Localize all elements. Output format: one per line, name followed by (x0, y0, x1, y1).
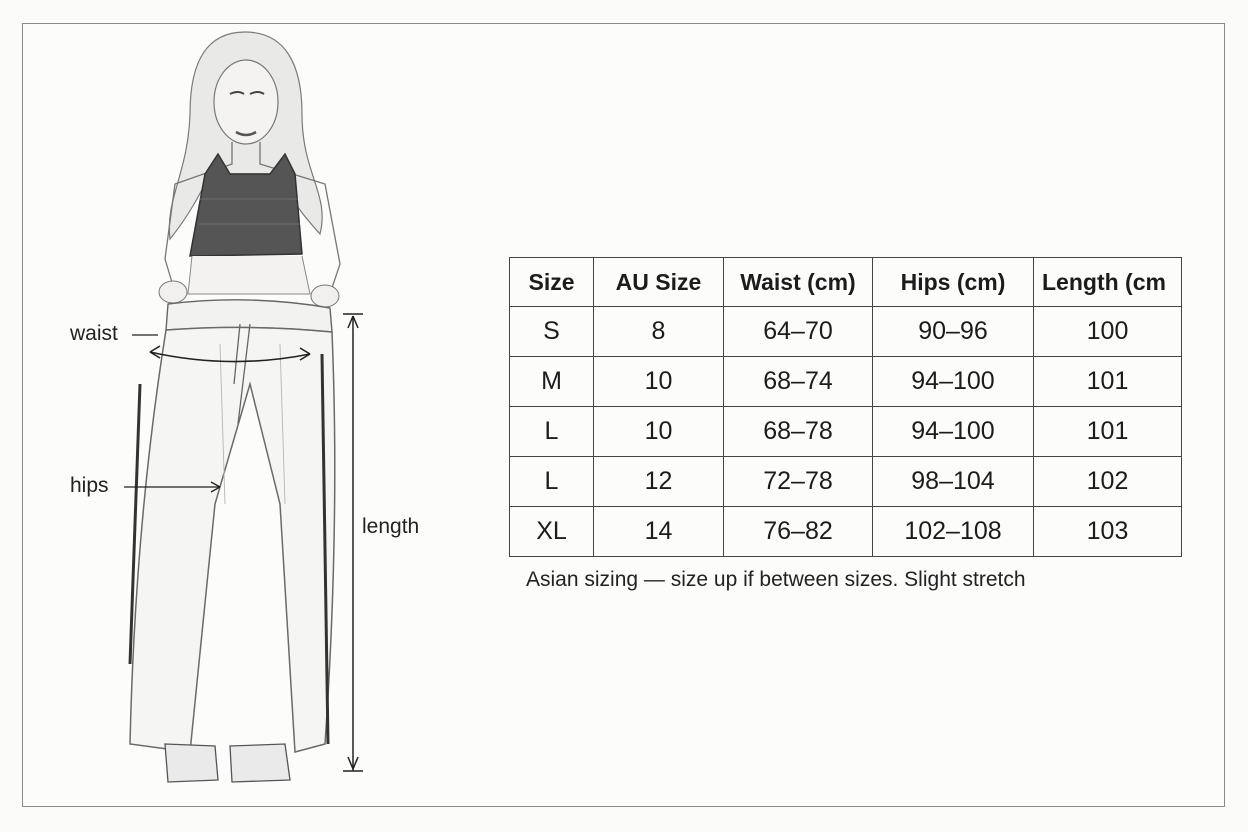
cell-hips: 90–96 (873, 307, 1034, 357)
model-illustration (40, 24, 460, 794)
hips-label: hips (70, 474, 109, 497)
cell-size: L (510, 457, 594, 507)
size-table (509, 257, 1182, 557)
header-waist: Waist (cm) (724, 258, 873, 307)
cell-size: S (510, 307, 594, 357)
table-row (510, 457, 1182, 507)
cell-hips: 102–108 (873, 507, 1034, 557)
cell-au-size: 10 (594, 357, 724, 407)
cell-au-size: 14 (594, 507, 724, 557)
length-label: length (362, 515, 420, 538)
sizing-note: Asian sizing — size up if between sizes. Slight stretch (526, 568, 1026, 591)
cell-size: L (510, 407, 594, 457)
table-row (510, 307, 1182, 357)
table-header-row (510, 258, 1182, 307)
header-au-size: AU Size (594, 258, 724, 307)
cell-waist: 68–74 (724, 357, 873, 407)
cell-length: 102 (1034, 457, 1182, 507)
header-hips: Hips (cm) (873, 258, 1034, 307)
table-row (510, 407, 1182, 457)
cell-au-size: 12 (594, 457, 724, 507)
cell-length: 101 (1034, 407, 1182, 457)
cell-waist: 64–70 (724, 307, 873, 357)
table-row (510, 507, 1182, 557)
cell-length: 103 (1034, 507, 1182, 557)
header-size: Size (510, 258, 594, 307)
cell-size: M (510, 357, 594, 407)
cell-hips: 98–104 (873, 457, 1034, 507)
table-row (510, 357, 1182, 407)
cell-hips: 94–100 (873, 357, 1034, 407)
cell-au-size: 10 (594, 407, 724, 457)
cell-hips: 94–100 (873, 407, 1034, 457)
header-length: Length (cm (1034, 258, 1182, 307)
waist-label: waist (70, 322, 118, 345)
cell-waist: 68–78 (724, 407, 873, 457)
cell-au-size: 8 (594, 307, 724, 357)
cell-length: 100 (1034, 307, 1182, 357)
cell-size: XL (510, 507, 594, 557)
cell-waist: 72–78 (724, 457, 873, 507)
cell-length: 101 (1034, 357, 1182, 407)
cell-waist: 76–82 (724, 507, 873, 557)
